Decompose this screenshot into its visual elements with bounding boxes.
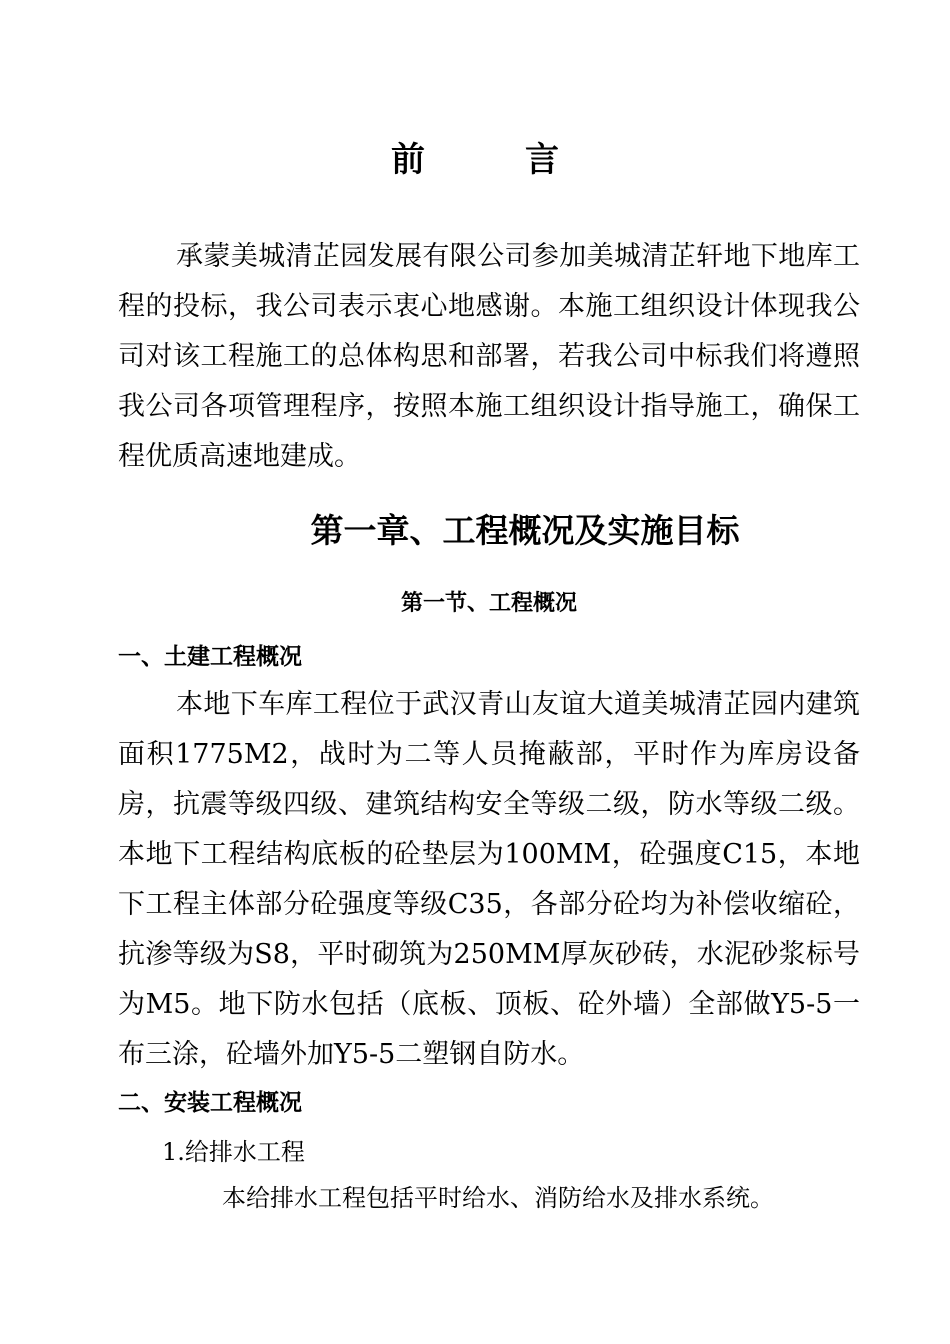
install-heading: 二、安装工程概况 <box>118 1089 302 1116</box>
section-title: 第一节、工程概况 <box>400 590 577 616</box>
chapter-title: 第一章、工程概况及实施目标 <box>310 511 740 550</box>
water-subheading: 1.给排水工程 <box>162 1138 305 1166</box>
preface-title-part1: 前 <box>391 140 425 180</box>
preface-title-part2: 言 <box>525 140 559 180</box>
preface-paragraph: 承蒙美城清芷园发展有限公司参加美城清芷轩地下地库工程的投标，我公司表示衷心地感谢。本施工组织设计体现我公司对该工程施工的总体构思和部署，若我公司中标我们将遵照我公司各项管理程序，按照本施工组织设计指导施工，确保工程优质高速地建成。 <box>118 241 860 472</box>
water-paragraph: 本给排水工程包括平时给水、消防给水及排水系统。 <box>222 1184 774 1212</box>
civil-heading: 一、土建工程概况 <box>118 643 302 670</box>
civil-paragraph: 本地下车库工程位于武汉青山友谊大道美城清芷园内建筑面积1775M2，战时为二等人员掩蔽部，平时作为库房设备房，抗震等级四级、建筑结构安全等级二级，防水等级二级。本地下工程结构底板的砼垫层为100MM，砼强度C15，本地下工程主体部分砼强度等级C35，各部分砼均为补偿收缩砼，抗渗等级为S8，平时砌筑为250MM厚灰砂砖，水泥砂浆标号为M5。地下防水包括（底板、顶板、砼外墙）全部做Y5-5一布三涂，砼墙外加Y5-5二塑钢自防水。 <box>118 689 860 1070</box>
preface-title <box>0 132 950 181</box>
